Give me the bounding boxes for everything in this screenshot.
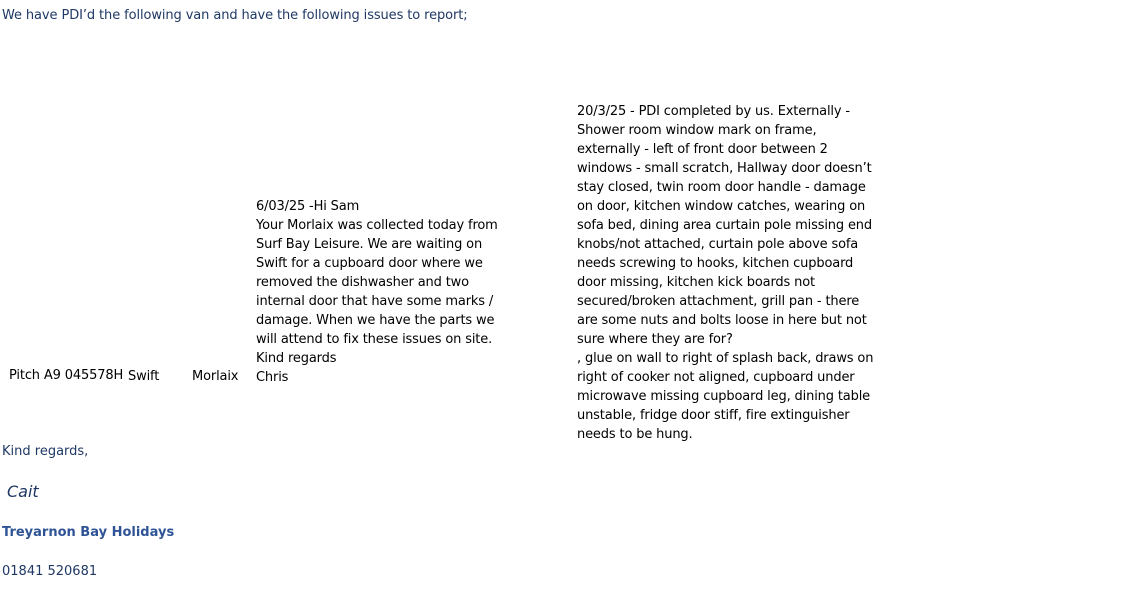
signature-name: Cait	[7, 482, 39, 501]
intro-text: We have PDI’d the following van and have the following issues to report;	[2, 8, 468, 23]
signature-company: Treyarnon Bay Holidays	[2, 525, 175, 540]
signature-phone: 01841 520681	[2, 564, 98, 579]
signature-regards: Kind regards,	[2, 444, 89, 459]
collection-note-cell: 6/03/25 -Hi Sam Your Morlaix was collected today from Surf Bay Leisure. We are waiting on Swift for a cupboard door where we removed the dishwasher and two internal door that have some marks / damage. When we have the parts we will attend to fix these issues on site. Kind regards Chris	[256, 199, 498, 385]
pitch-cell: Pitch A9 045578H	[9, 368, 124, 383]
make-cell: Swift	[128, 369, 160, 384]
pdi-note-cell: 20/3/25 - PDI completed by us. Externally - Shower room window mark on frame, externally - left of front door between 2 windows - small scratch, Hallway door doesn’t stay closed, twin room door handle - damage on door, kitchen window catches, wearing on sofa bed, dining area curtain pole missing end knobs/not attached, curtain pole above sofa needs screwing to hooks, kitchen cupboard door missing, kitchen kick boards not secured/broken attachment, grill pan - there are some nuts and bolts loose in here but not sure where they are for? , glue on wall to right of splash back, draws on right of cooker not aligned, cupboard under microwave missing cupboard leg, dining table unstable, fridge door stiff, fire extinguisher needs to be hung.	[577, 104, 874, 442]
model-cell: Morlaix	[192, 369, 239, 384]
